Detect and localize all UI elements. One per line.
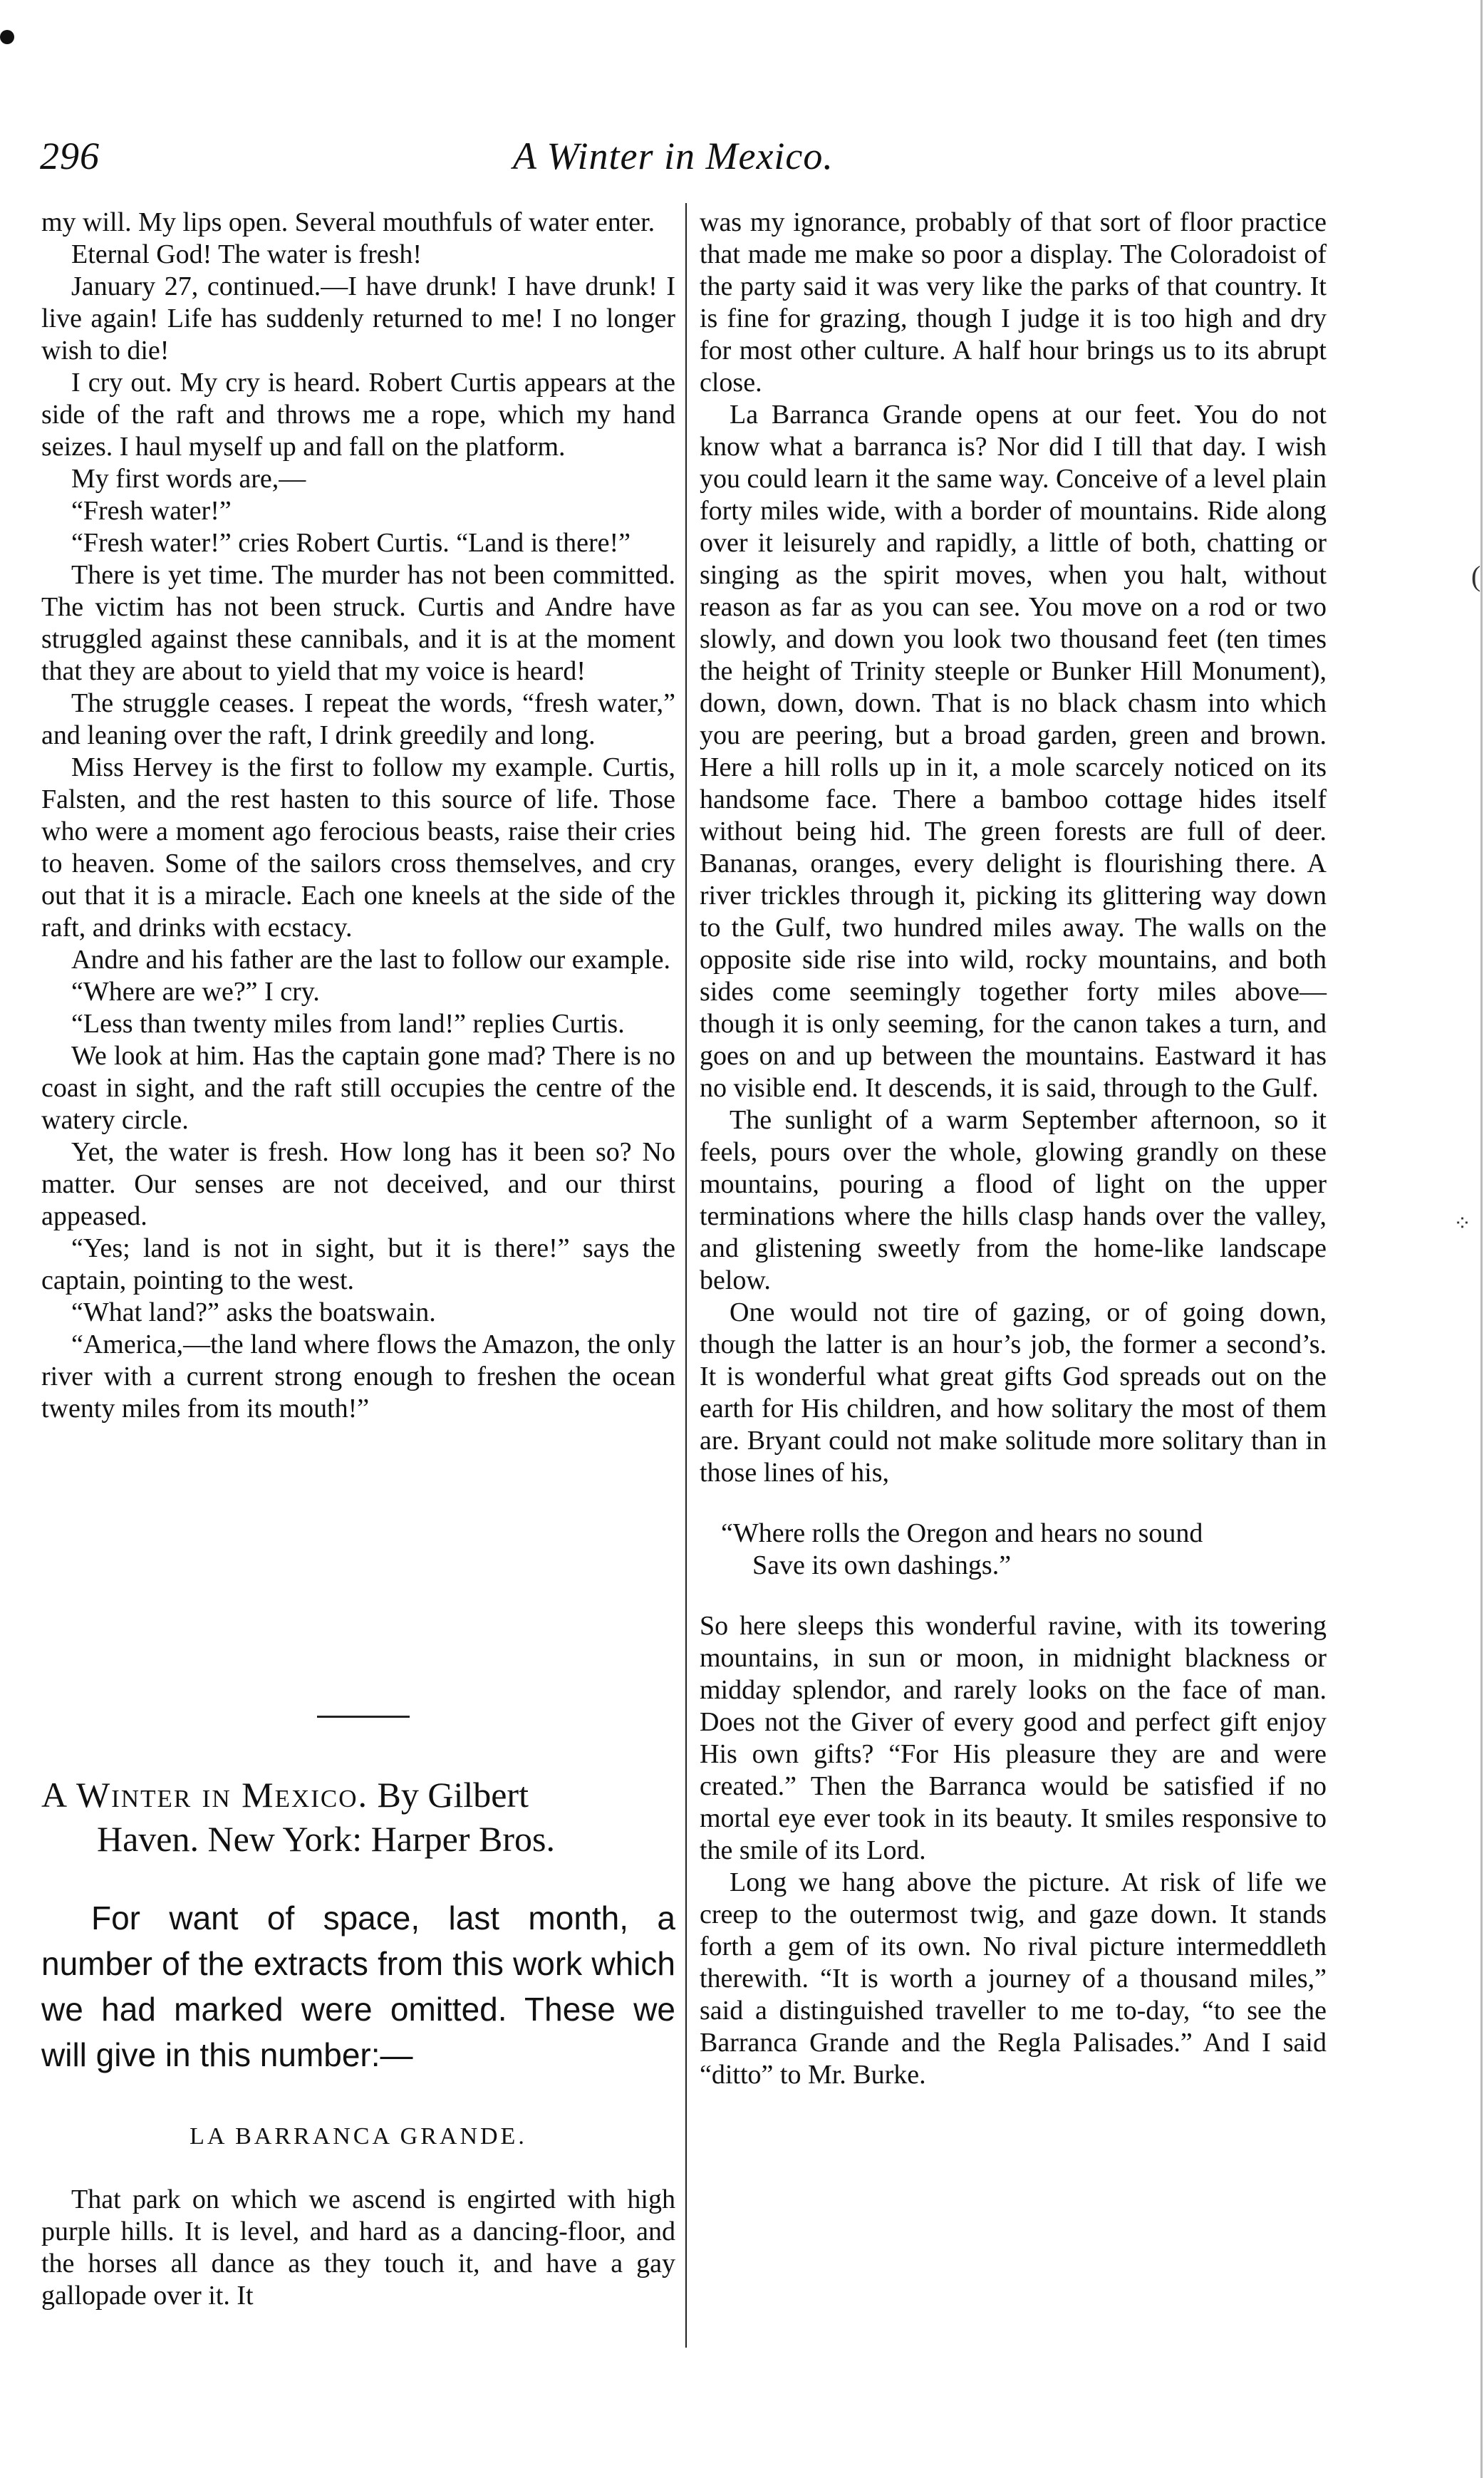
margin-mark: ( <box>1471 560 1481 592</box>
left-column <box>41 207 675 1425</box>
paragraph: “What land?” asks the boatswain. <box>71 1297 436 1327</box>
ink-dot <box>0 30 14 44</box>
review-intro <box>41 1895 675 2078</box>
right-column <box>700 207 1327 2091</box>
paragraph: “Where are we?” I cry. <box>71 977 320 1007</box>
paragraph: La Barranca Grande opens at our feet. You do not know what a barranca is? Nor did I till that day. I wish you could learn it the same way. Conceive of a level plain forty miles wide, with a border of mountains. Ride along over it leisurely and rapidly, a little of both, chatting or singing as the spirit moves, when you halt, without reason as far as you can see. You move on a rod or two slowly, and down you look two thousand feet (ten times the height of Trinity steeple or Bunker Hill Monument), down, down, down. That is no black chasm into which you are peering, but a broad garden, green and brown. Here a hill rolls up in it, a mole scarcely noticed on its handsome face. There a bamboo cottage hides itself without being hid. The green forests are full of deer. Bananas, oranges, every delight is flourishing there. A river trickles through it, picking its glittering way down to the Gulf, two hundred miles away. The walls on the opposite side rise into wild, rocky mountains, and both sides come seemingly together forty miles above—though it is only seeming, for the canon takes a turn, and goes on and up between the mountains. Eastward it has no visible end. It descends, it is said, through to the Gulf. <box>700 400 1327 1103</box>
paragraph: So here sleeps this wonderful ravine, with its towering mountains, in sun or moon, in midnight blackness or midday splendor, and rarely looks on the face of man. Does not the Giver of every good and perfect gift enjoy His own gifts? “For His pleasure they are and were created.” Then the Barranca would be satisfied if no mortal eye ever took in its beauty. It smiles responsive to the smile of its Lord. <box>700 1611 1327 1865</box>
quote-line: Save its own dashings.” <box>752 1550 1012 1580</box>
paragraph: “Fresh water!” cries Robert Curtis. “Land is there!” <box>71 528 631 558</box>
poem-quote <box>700 1518 1327 1582</box>
paragraph: Long we hang above the picture. At risk of life we creep to the outermost twig, and gaze down. It stands forth a gem of its own. No rival picture intermeddleth therewith. “It is worth a journey of a thousand miles,” said a distinguished traveller to me to-day, “to see the Barranca Grande and the Regla Palisades.” And I said “ditto” to Mr. Burke. <box>700 1867 1327 2090</box>
review-title-rest: By Gilbert <box>377 1775 529 1815</box>
paragraph: My first words are,— <box>71 464 306 494</box>
barranca-first-paragraph <box>41 2184 675 2312</box>
intro-paragraph: For want of space, last month, a number of the extracts from this work which we had marked were omitted. These we will give in this number:— <box>41 1899 675 2073</box>
margin-mark: ⁘ <box>1453 1212 1472 1235</box>
quote-line: “Where rolls the Oregon and hears no sound <box>721 1518 1203 1548</box>
review-title-line2: Haven. New York: Harper Bros. <box>97 1819 555 1859</box>
section-rule <box>317 1716 410 1718</box>
section-heading: LA BARRANCA GRANDE. <box>190 2123 527 2150</box>
running-title: A Winter in Mexico. <box>513 135 834 177</box>
paragraph: The sunlight of a warm September afternoon, so it feels, pours over the whole, glowing grandly on these mountains, pouring a flood of light on the upper terminations where the hills clasp hands over the valley, and glistening sweetly from the home-like landscape below. <box>700 1105 1327 1295</box>
paragraph: “Fresh water!” <box>71 496 232 526</box>
paragraph: One would not tire of gazing, or of going down, though the latter is an hour’s job, the former a second’s. It is wonderful what great gifts God spreads out on the earth for His children, and how solitary the most of them are. Bryant could not make solitude more solitary than in those lines of his, <box>700 1297 1327 1488</box>
paragraph: We look at him. Has the captain gone mad? There is no coast in sight, and the raft still occupies the centre of the watery circle. <box>41 1041 675 1135</box>
paragraph: was my ignorance, probably of that sort of floor practice that made me make so poor a display. The Coloradoist of the party said it was very like the parks of that country. It is fine for grazing, though I judge it is too high and dry for most other culture. A half hour brings us to its abrupt close. <box>700 207 1327 398</box>
paragraph: “Yes; land is not in sight, but it is there!” says the captain, pointing to the west. <box>41 1233 675 1295</box>
paragraph: Eternal God! The water is fresh! <box>71 239 422 269</box>
paragraph: Miss Hervey is the first to follow my example. Curtis, Falsten, and the rest hasten to this source of life. Those who were a moment ago ferocious beasts, raise their cries to heaven. Some of the sailors cross themselves, and cry out that it is a miracle. Each one kneels at the side of the raft, and drinks with ecstacy. <box>41 752 675 943</box>
paragraph: That park on which we ascend is engirted with high purple hills. It is level, and hard as a dancing-floor, and the horses all dance as they touch it, and have a gay gallopade over it. It <box>41 2184 675 2311</box>
paragraph: The struggle ceases. I repeat the words, “fresh water,” and leaning over the raft, I drink greedily and long. <box>41 688 675 750</box>
review-title <box>41 1773 675 1861</box>
paragraph: my will. My lips open. Several mouthfuls of water enter. <box>41 207 655 237</box>
paragraph: “America,—the land where flows the Amazon, the only river with a current strong enough to freshen the ocean twenty miles from its mouth!” <box>41 1329 675 1424</box>
column-divider <box>685 203 687 2348</box>
paragraph: January 27, continued.—I have drunk! I have drunk! I live again! Life has suddenly returned to me! I no longer wish to die! <box>41 271 675 366</box>
review-book-title: A Winter in Mexico. <box>41 1775 368 1815</box>
page-edge <box>1480 0 1483 2478</box>
paragraph: I cry out. My cry is heard. Robert Curtis appears at the side of the raft and throws me a rope, which my hand seizes. I haul myself up and fall on the platform. <box>41 368 675 462</box>
paragraph: “Less than twenty miles from land!” replies Curtis. <box>71 1009 625 1039</box>
page-number: 296 <box>40 135 100 177</box>
paragraph: There is yet time. The murder has not been committed. The victim has not been struck. Curtis and Andre have struggled against these cannibals, and it is at the moment that they are about to yield that my voice is heard! <box>41 560 675 686</box>
paragraph: Yet, the water is fresh. How long has it been so? No matter. Our senses are not deceived, and our thirst appeased. <box>41 1137 675 1231</box>
paragraph: Andre and his father are the last to follow our example. <box>71 945 670 975</box>
